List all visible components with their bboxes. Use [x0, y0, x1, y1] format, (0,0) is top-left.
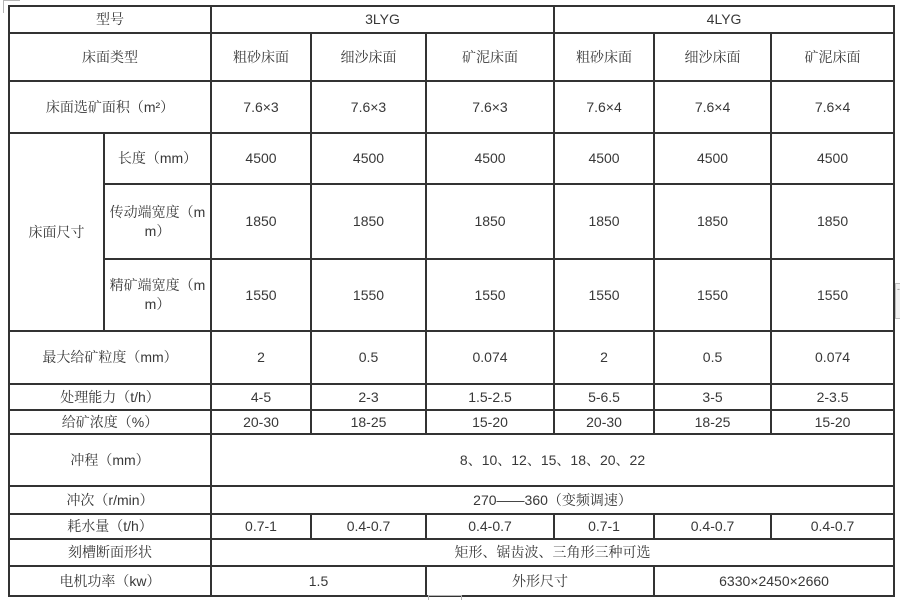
area-row [9, 81, 894, 133]
row-label-water: 耗水量（t/h） [9, 514, 211, 539]
spec-cell: 2 [554, 331, 654, 384]
spec-cell: 7.6×4 [771, 81, 894, 133]
spec-cell: 4500 [554, 133, 654, 184]
spec-cell: 7.6×3 [426, 81, 554, 133]
model-row [9, 6, 894, 33]
spec-cell: 20-30 [211, 410, 311, 434]
spec-cell: 1850 [771, 184, 894, 259]
spec-cell: 0.074 [771, 331, 894, 384]
sub-label-drive-width: 传动端宽度（mm） [104, 184, 211, 259]
drive-width-row [9, 184, 894, 259]
spec-cell: 1850 [311, 184, 426, 259]
feed-density-row [9, 410, 894, 434]
spec-cell: 1550 [771, 259, 894, 331]
bed-length-row [9, 133, 894, 184]
spec-cell: 1550 [311, 259, 426, 331]
spec-cell: 4500 [211, 133, 311, 184]
bed-type-row [9, 33, 894, 81]
row-label-groove: 刻槽断面形状 [9, 539, 211, 566]
stroke-value: 8、10、12、15、18、20、22 [211, 434, 894, 486]
row-label-stroke-freq: 冲次（r/min） [9, 486, 211, 514]
model-header-4lyg: 4LYG [554, 6, 894, 33]
spec-table [8, 5, 895, 597]
spec-cell: 1850 [211, 184, 311, 259]
spec-cell: 矿泥床面 [771, 33, 894, 81]
row-label-outline-dim: 外形尺寸 [426, 566, 654, 596]
spec-cell: 0.074 [426, 331, 554, 384]
spec-cell: 1550 [211, 259, 311, 331]
stroke-freq-value: 270——360（变频调速） [211, 486, 894, 514]
spec-cell: 1550 [426, 259, 554, 331]
spec-cell: 细沙床面 [654, 33, 771, 81]
spec-cell: 0.4-0.7 [426, 514, 554, 539]
spec-cell: 7.6×4 [554, 81, 654, 133]
row-label-max-feed: 最大给矿粒度（mm） [9, 331, 211, 384]
spec-cell: 1850 [426, 184, 554, 259]
spec-cell: 7.6×4 [654, 81, 771, 133]
conc-width-row [9, 259, 894, 331]
row-label-bed-size: 床面尺寸 [9, 133, 104, 331]
spec-cell: 4500 [771, 133, 894, 184]
spec-cell: 0.4-0.7 [771, 514, 894, 539]
spec-cell: 5-6.5 [554, 384, 654, 410]
spec-cell: 矿泥床面 [426, 33, 554, 81]
stroke-freq-row [9, 486, 894, 514]
spec-cell: 0.5 [311, 331, 426, 384]
spec-cell: 1550 [554, 259, 654, 331]
spec-cell: 20-30 [554, 410, 654, 434]
spec-cell: 4-5 [211, 384, 311, 410]
motor-power-value: 1.5 [211, 566, 426, 596]
row-label-motor-power: 电机功率（kw） [9, 566, 211, 596]
spec-cell: 7.6×3 [311, 81, 426, 133]
spec-cell: 粗砂床面 [554, 33, 654, 81]
sub-label-conc-width: 精矿端宽度（mm） [104, 259, 211, 331]
spec-cell: 18-25 [311, 410, 426, 434]
stroke-row [9, 434, 894, 486]
spec-cell: 2-3.5 [771, 384, 894, 410]
spec-cell: 0.7-1 [211, 514, 311, 539]
spec-cell: 18-25 [654, 410, 771, 434]
row-label-feed-density: 给矿浓度（%） [9, 410, 211, 434]
spec-cell: 4500 [426, 133, 554, 184]
spec-cell: 4500 [311, 133, 426, 184]
spec-cell: 1850 [554, 184, 654, 259]
capacity-row [9, 384, 894, 410]
water-row [9, 514, 894, 539]
spec-cell: 2 [211, 331, 311, 384]
model-header-3lyg: 3LYG [211, 6, 554, 33]
spec-cell: 4500 [654, 133, 771, 184]
row-label-stroke: 冲程（mm） [9, 434, 211, 486]
right-edge-artifact: - [895, 283, 900, 319]
spec-cell: 0.7-1 [554, 514, 654, 539]
groove-row [9, 539, 894, 566]
max-feed-row [9, 331, 894, 384]
spec-cell: 2-3 [311, 384, 426, 410]
spec-cell: 1.5-2.5 [426, 384, 554, 410]
row-label-model: 型号 [9, 6, 211, 33]
spec-cell: 15-20 [771, 410, 894, 434]
spec-cell: 粗砂床面 [211, 33, 311, 81]
spec-cell: 0.4-0.7 [311, 514, 426, 539]
row-label-bed-type: 床面类型 [9, 33, 211, 81]
spec-cell: 0.5 [654, 331, 771, 384]
motor-row [9, 566, 894, 596]
row-label-area: 床面选矿面积（m²） [9, 81, 211, 133]
sub-label-length: 长度（mm） [104, 133, 211, 184]
spec-cell: 7.6×3 [211, 81, 311, 133]
spec-cell: 3-5 [654, 384, 771, 410]
spec-cell: 0.4-0.7 [654, 514, 771, 539]
row-label-capacity: 处理能力（t/h） [9, 384, 211, 410]
spec-cell: 1850 [654, 184, 771, 259]
outline-dim-value: 6330×2450×2660 [654, 566, 894, 596]
spec-cell: 15-20 [426, 410, 554, 434]
groove-value: 矩形、锯齿波、三角形三种可选 [211, 539, 894, 566]
spec-cell: 细沙床面 [311, 33, 426, 81]
spec-cell: 1550 [654, 259, 771, 331]
